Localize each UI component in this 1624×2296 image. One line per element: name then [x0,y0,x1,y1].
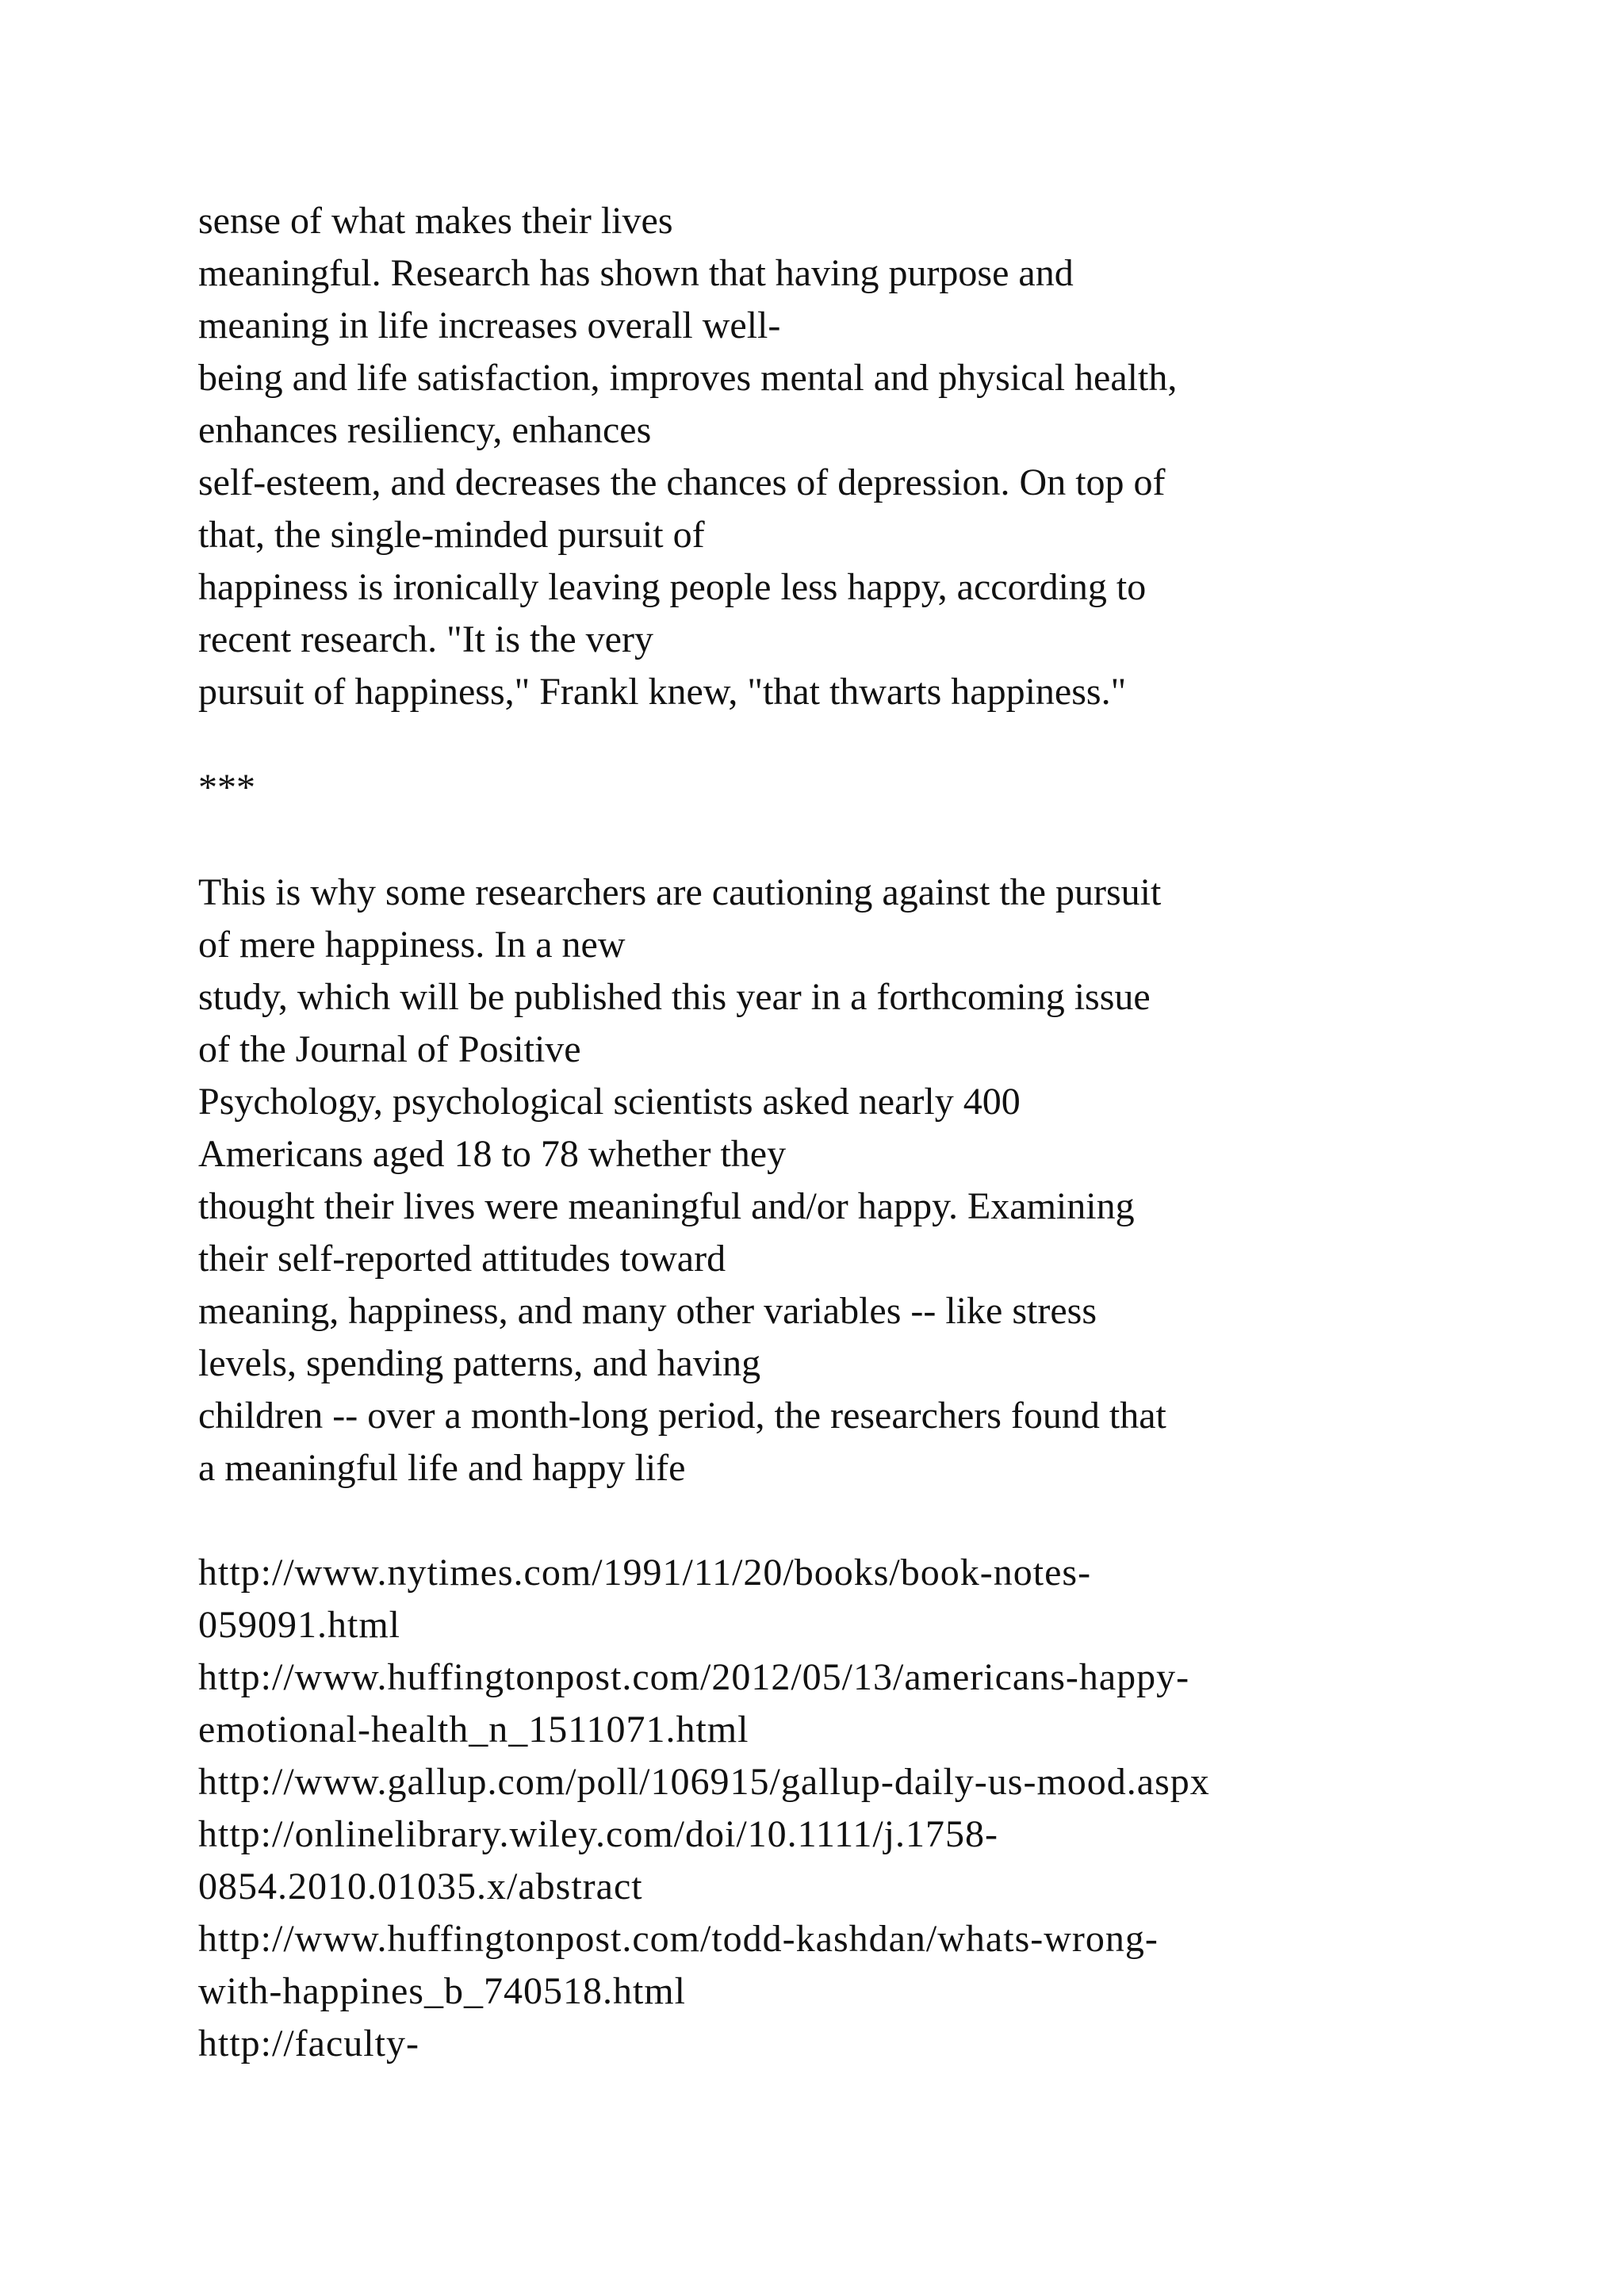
reference-url-list [198,1547,1530,2070]
text-line: enhances resiliency, enhances [198,409,652,451]
url-line: http://onlinelibrary.wiley.com/doi/10.1111/j.1758- [198,1813,998,1855]
text-line: meaningful. Research has shown that having purpose and [198,252,1074,294]
text-line: thought their lives were meaningful and/or happy. Examining [198,1185,1135,1227]
url-line: http://www.huffingtonpost.com/2012/05/13/americans-happy- [198,1656,1190,1698]
text-line: a meaningful life and happy life [198,1447,686,1489]
text-line: of mere happiness. In a new [198,924,626,966]
text-line: their self-reported attitudes toward [198,1238,726,1280]
url-line: 059091.html [198,1604,401,1646]
url-line: http://www.gallup.com/poll/106915/gallup-daily-us-mood.aspx [198,1761,1210,1803]
text-line: Americans aged 18 to 78 whether they [198,1133,787,1175]
text-line: of the Journal of Positive [198,1028,581,1070]
text-line: meaning, happiness, and many other variables -- like stress [198,1290,1097,1332]
text-line: sense of what makes their lives [198,200,673,242]
section-separator [198,762,1530,814]
separator-text: *** [198,767,255,809]
url-line: emotional-health_n_1511071.html [198,1709,749,1751]
text-line: study, which will be published this year in a forthcoming issue [198,976,1151,1018]
url-line: http://www.nytimes.com/1991/11/20/books/book-notes- [198,1552,1092,1594]
text-line: meaning in life increases overall well- [198,304,781,346]
text-line: that, the single-minded pursuit of [198,514,705,556]
text-line: Psychology, psychological scientists asked nearly 400 [198,1081,1021,1123]
url-line: with-happines_b_740518.html [198,1970,686,2012]
text-line: recent research. "It is the very [198,618,653,660]
text-line: being and life satisfaction, improves mental and physical health, [198,357,1178,399]
text-line: This is why some researchers are cautioning against the pursuit [198,871,1162,913]
text-line: levels, spending patterns, and having [198,1342,761,1384]
url-line: 0854.2010.01035.x/abstract [198,1866,643,1908]
text-line: happiness is ironically leaving people less happy, according to [198,566,1147,608]
url-line: http://faculty- [198,2022,419,2064]
paragraph-meaning-research [198,195,1530,718]
text-line: children -- over a month-long period, the researchers found that [198,1395,1166,1437]
text-line: pursuit of happiness," Frankl knew, "that thwarts happiness." [198,671,1127,713]
text-line: self-esteem, and decreases the chances of depression. On top of [198,461,1166,503]
paragraph-study-findings [198,867,1530,1494]
url-line: http://www.huffingtonpost.com/todd-kashdan/whats-wrong- [198,1918,1159,1960]
